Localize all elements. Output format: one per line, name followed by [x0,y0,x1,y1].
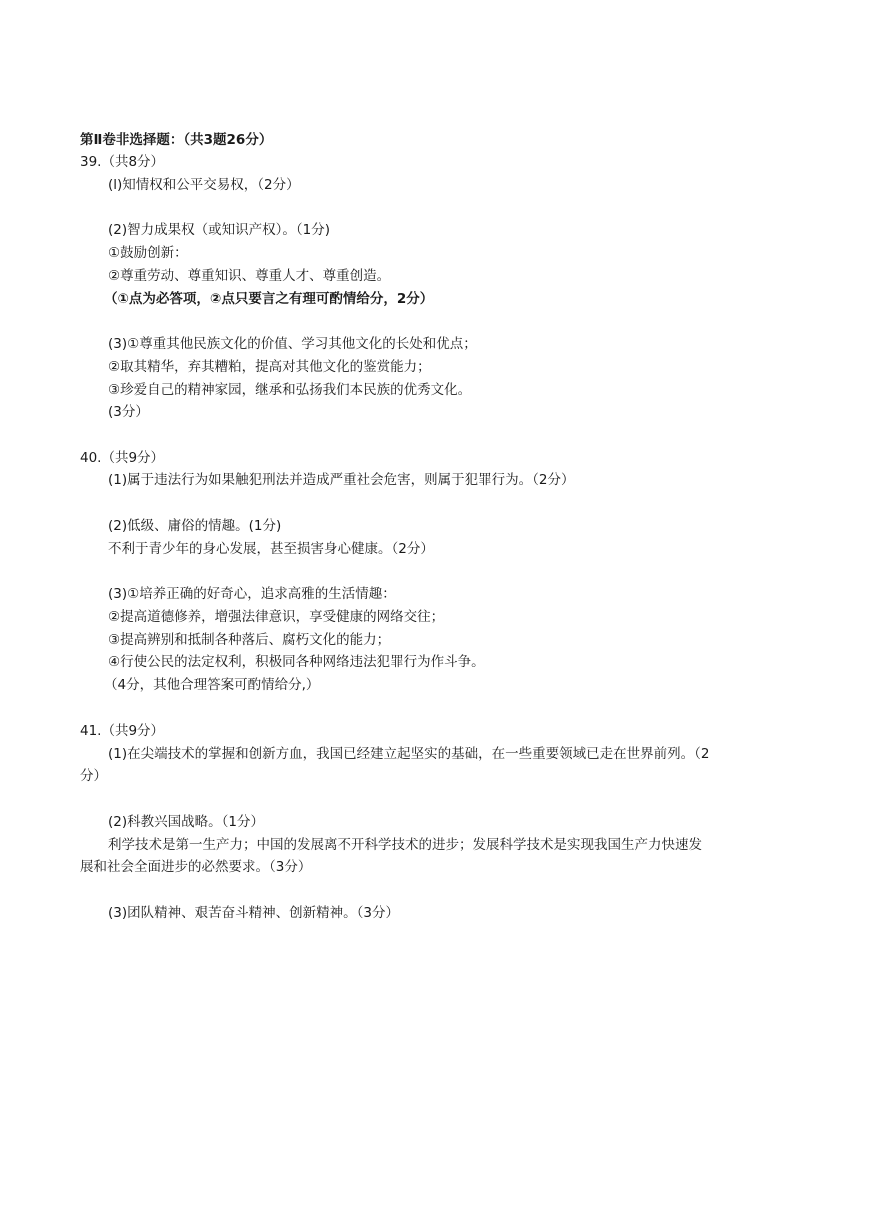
q39-part3-point3: ③珍爱自己的精神家园，继承和弘扬我们本民族的优秀文化。 [108,382,472,398]
q41-part2: (2)科教兴国战略。（1分） [108,814,264,830]
q39-part2-point2: ②尊重劳动、尊重知识、尊重人才、尊重创造。 [108,268,391,284]
q39-part3-point1: (3)①尊重其他民族文化的价值、学习其他文化的长处和优点； [108,336,477,352]
q39-part3-score: (3分） [108,404,149,420]
q39-part2-point1: ①鼓励创新： [108,245,188,261]
section-title: 第Ⅱ卷非选择题：（共3题26分） [80,132,273,148]
question-39-header: 39.（共8分） [80,154,165,170]
q40-part3-point2: ②提高道德修养，增强法律意识，享受健康的网络交往； [108,609,445,625]
q40-part3-point4: ④行使公民的法定权利，积极同各种网络违法犯罪行为作斗争。 [108,654,485,670]
q41-part1: (1)在尖端技术的掌握和创新方血，我国已经建立起坚实的基础，在一些重要领域已走在世界前列。（2 [108,746,710,762]
q41-part2-detail: 利学技术是第一生产力；中国的发展离不开科学技术的进步；发展科学技术是实现我国生产力快速发 [108,837,702,853]
q40-part2: (2)低级、庸俗的情趣。(1分) [108,518,282,534]
q41-part3: (3)团队精神、艰苦奋斗精神、创新精神。（3分） [108,905,399,921]
q39-part3-point2: ②取其精华，弃其糟粕，提高对其他文化的鉴赏能力； [108,359,431,375]
q39-part1: (l)知情权和公平交易权，（2分） [108,177,300,193]
q41-part2-detail-cont: 展和社会全面进步的必然要求。（3分） [80,859,312,875]
q40-part3-point3: ③提高辨别和抵制各种落后、腐朽文化的能力； [108,632,391,648]
q41-part1-cont: 分） [80,768,107,784]
question-40-header: 40.（共9分） [80,450,165,466]
q39-part2: (2)智力成果权（或知识产权）。（1分) [108,222,330,238]
q40-part2-detail: 不利于青少年的身心发展，甚至损害身心健康。（2分） [108,541,434,557]
question-41-header: 41.（共9分） [80,723,165,739]
q40-part3-point1: (3)①培养正确的好奇心，追求高雅的生活情趣： [108,586,396,602]
q40-part1: (1)属于违法行为如果触犯刑法并造成严重社会危害，则属于犯罪行为。（2分） [108,472,575,488]
q40-part3-score: （4分，其他合理答案可酌情给分,） [104,677,320,693]
q39-part2-scoring-note: （①点为必答项，②点只要言之有理可酌情给分，2分） [104,291,434,307]
